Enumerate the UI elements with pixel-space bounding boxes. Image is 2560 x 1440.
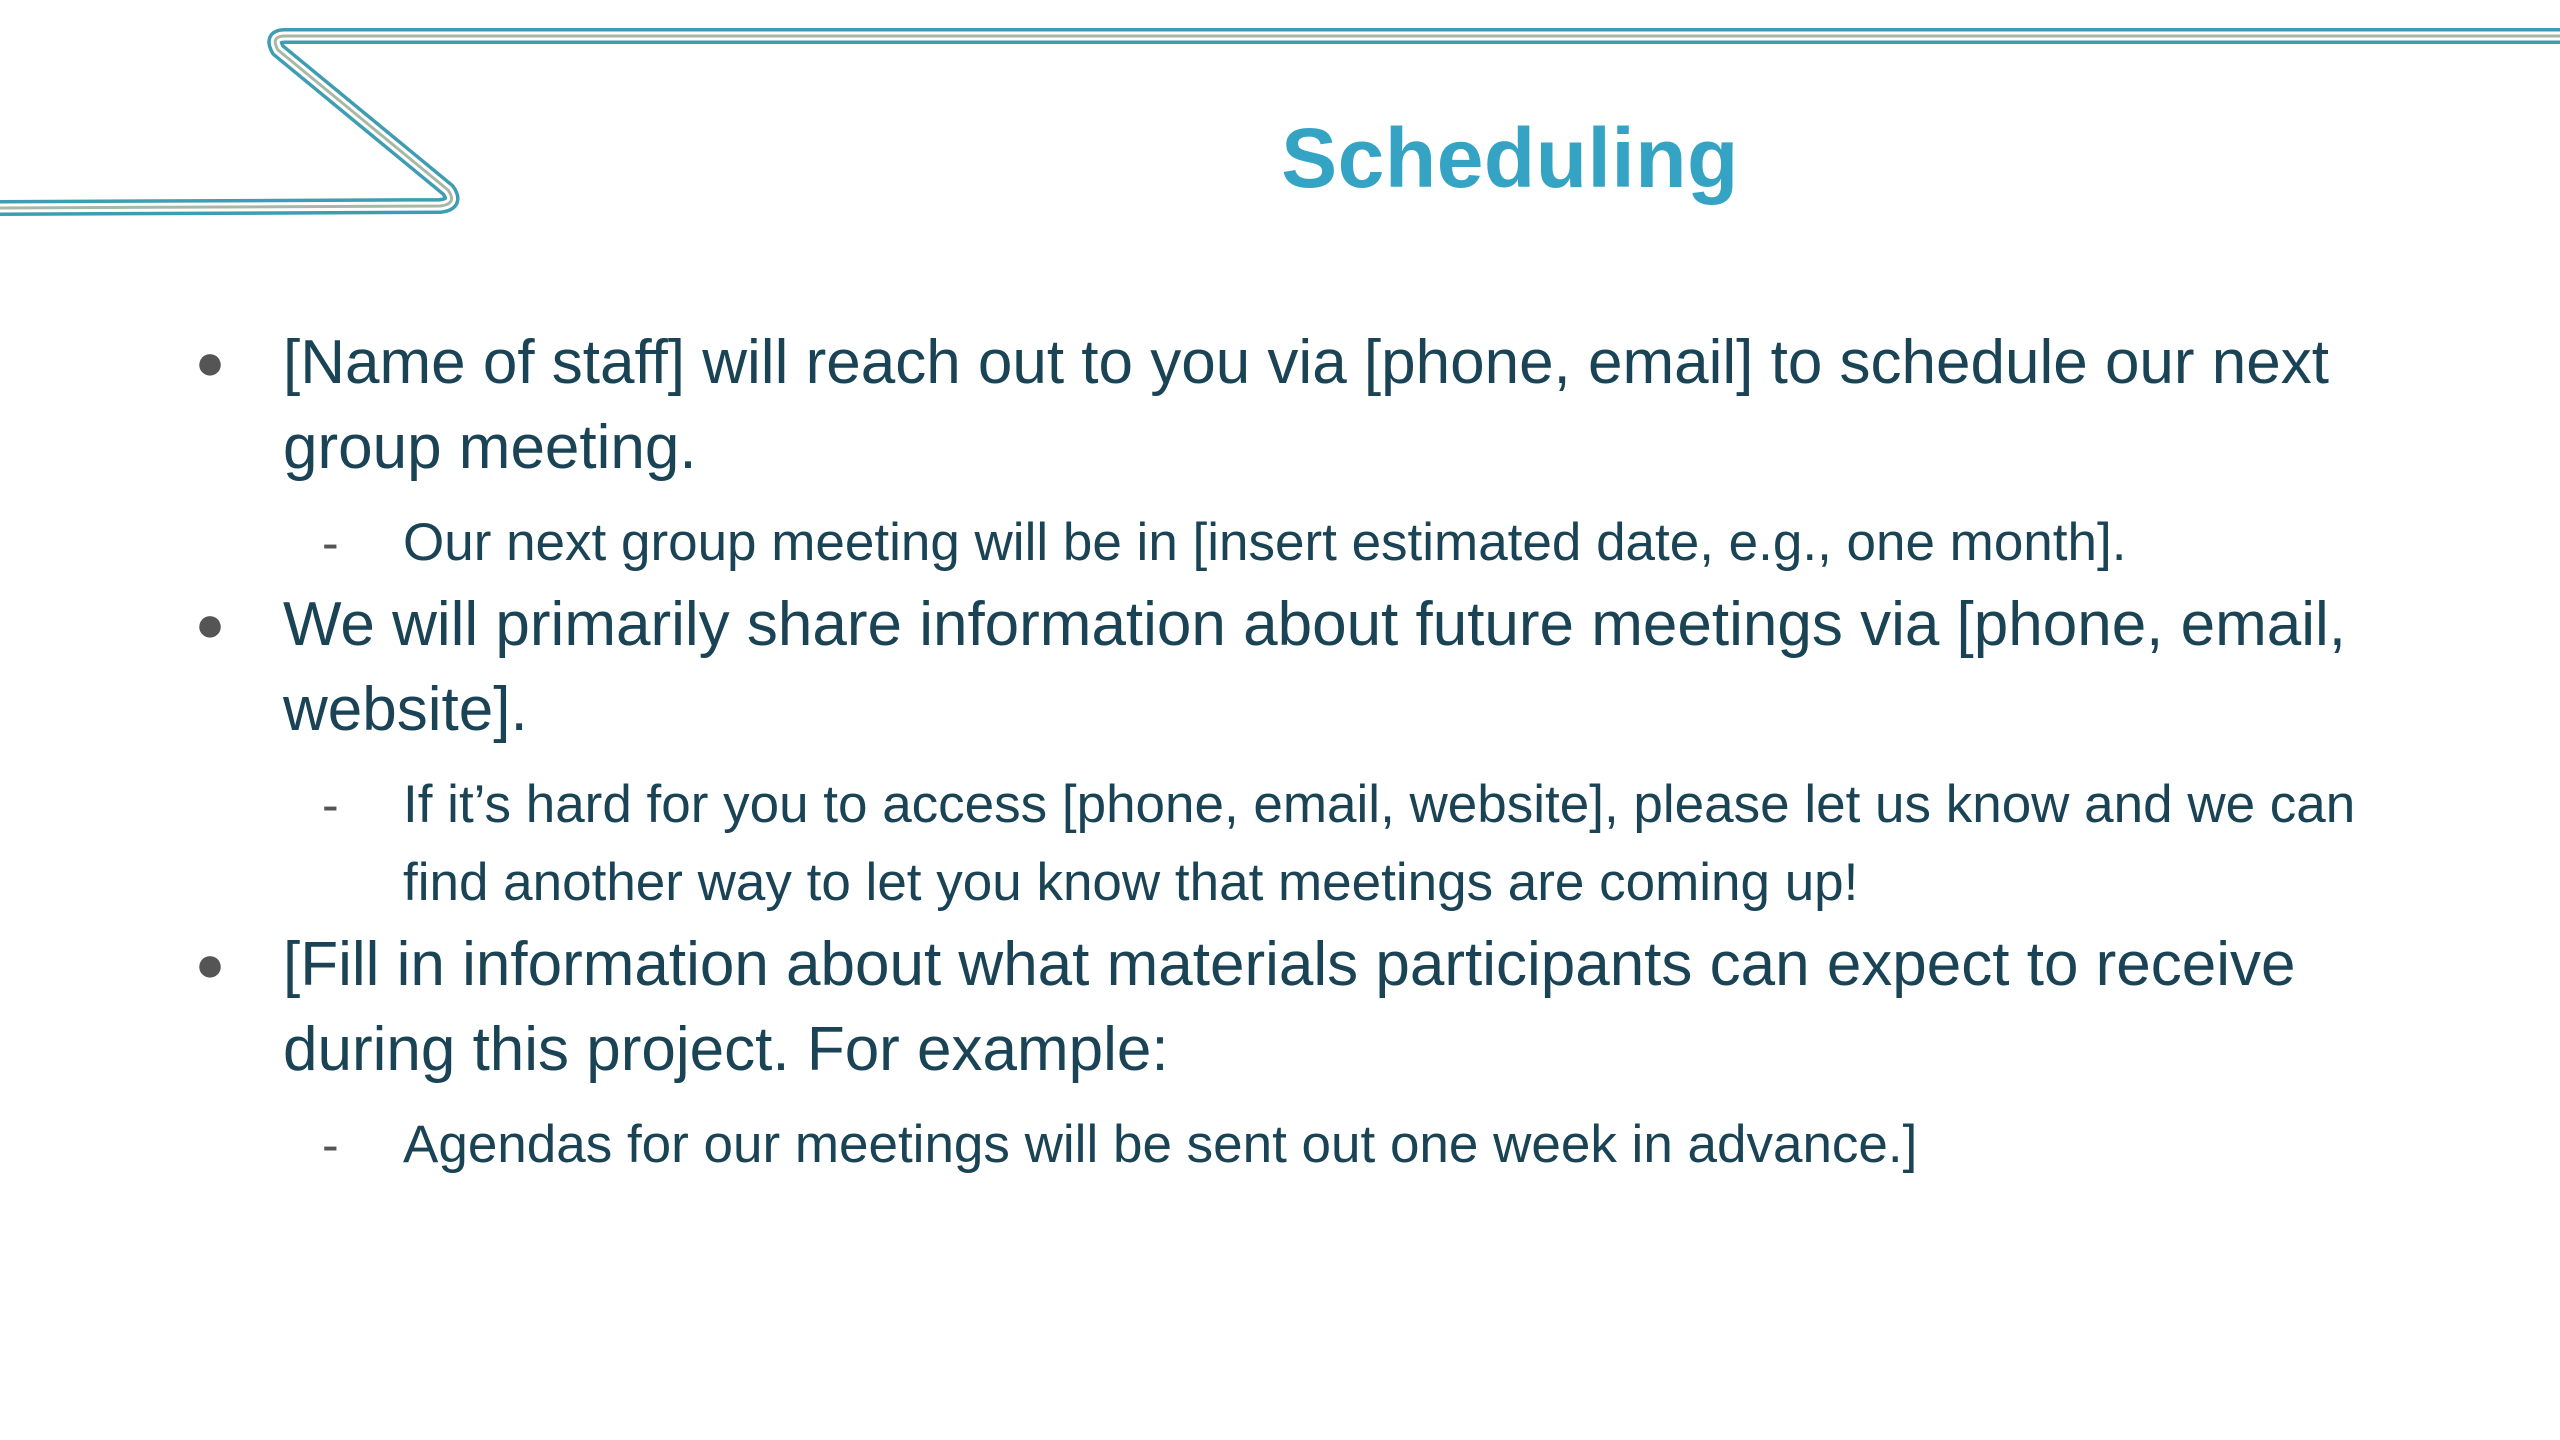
list-item-text: [Name of staff] will reach out to you via [phone, email] to schedule our next group meeting. bbox=[283, 328, 2329, 482]
list-item-text: If it’s hard for you to access [phone, email, website], please let us know and we can find another way to let you know that meetings are coming up! bbox=[403, 775, 2356, 912]
page-title: Scheduling bbox=[1281, 111, 1739, 205]
list-item bbox=[0, 922, 2560, 1092]
list-item-text: [Fill in information about what materials participants can expect to receive during this project. For example: bbox=[283, 930, 2296, 1084]
list-item bbox=[0, 1106, 2560, 1184]
list-item bbox=[0, 320, 2560, 490]
list-item-text: Our next group meeting will be in [insert estimated date, e.g., one month]. bbox=[403, 513, 2127, 572]
dash-icon: - bbox=[322, 515, 339, 571]
list-item bbox=[0, 504, 2560, 582]
list-item-text: Agendas for our meetings will be sent out one week in advance.] bbox=[403, 1115, 1918, 1174]
list-item bbox=[0, 766, 2560, 922]
dash-icon: - bbox=[322, 1117, 339, 1173]
dash-icon: - bbox=[322, 777, 339, 833]
bullet-list bbox=[0, 320, 2560, 1184]
list-item bbox=[0, 582, 2560, 752]
bullet-icon: ● bbox=[194, 334, 226, 390]
list-item-text: We will primarily share information about future meetings via [phone, email, website]. bbox=[283, 590, 2347, 744]
bullet-icon: ● bbox=[194, 596, 226, 652]
bullet-icon: ● bbox=[194, 936, 226, 992]
